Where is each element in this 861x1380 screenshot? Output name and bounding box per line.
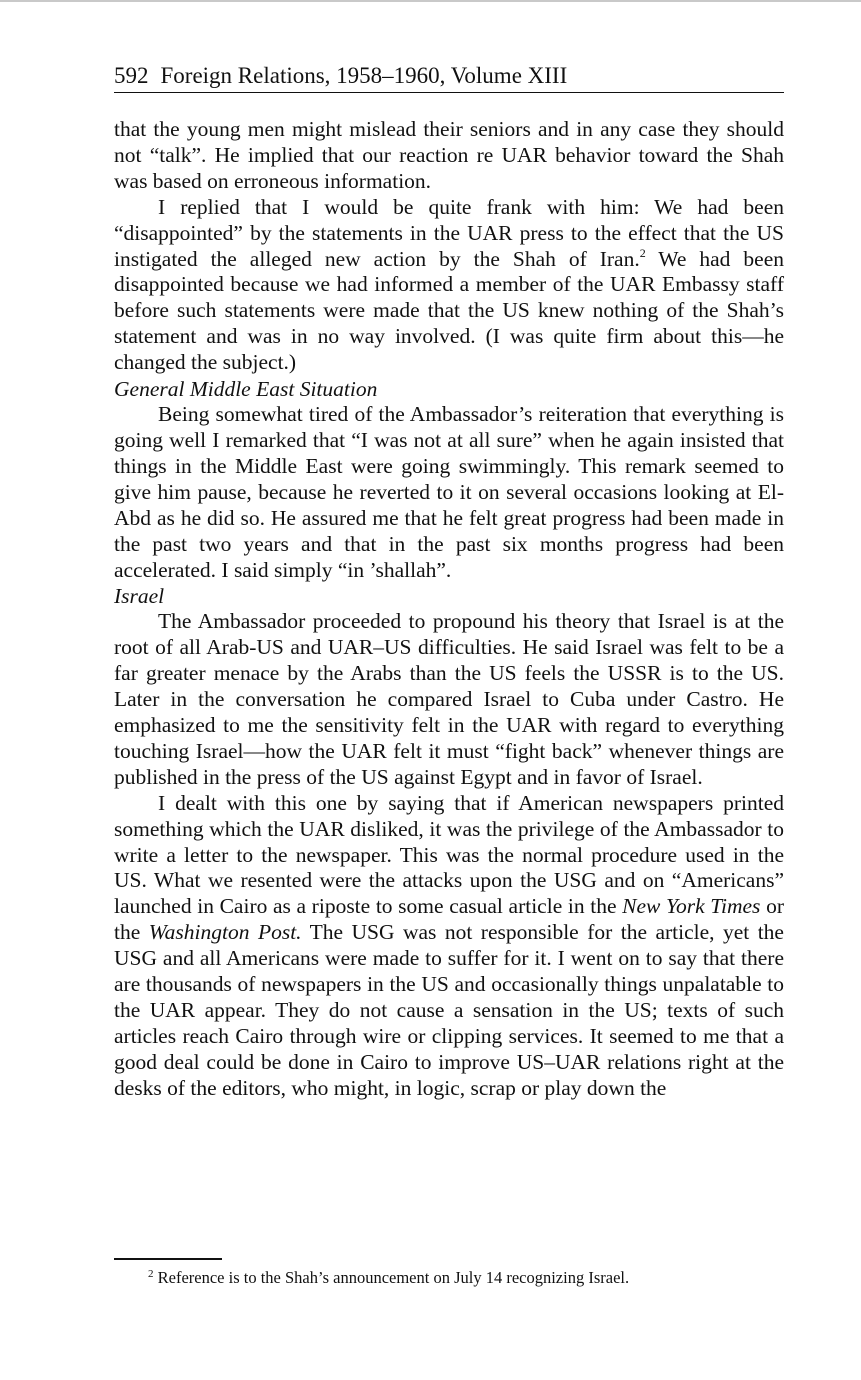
scan-edge bbox=[0, 0, 861, 2]
newspaper-title: New York Times bbox=[622, 894, 761, 919]
paragraph-israel-theory: The Ambassador proceeded to propound his theory that Israel is at the root of all Arab-US and UAR–US difficulties. He said Israel was felt to be a far greater menace by the Arabs than the US feels the USSR is to the US. Later in the conversation he compared Israel to Cuba under Castro. He emphasized to me the sensitivity felt in the UAR with regard to everything touching Israel—how the UAR felt it must “fight back” whenever things are published in the press of the US against Egypt and in favor of Israel. bbox=[114, 609, 784, 789]
paragraph-replied bbox=[114, 195, 784, 376]
paragraph-text: I replied that I would be quite frank with him: We had been “disappointed” by the statements in the UAR press to the effect that the US instigated the alleged new action by the Shah of Iran. bbox=[114, 194, 784, 271]
paragraph-text: or the bbox=[114, 894, 784, 945]
body-text bbox=[114, 117, 784, 1102]
footnote-marker: 2 bbox=[148, 1268, 154, 1280]
paragraph-text: We had been disappointed because we had informed a member of the UAR Embassy staff before such statements were made that the US knew nothing of the Shah’s statement and was in no way involved. (I was quite firm about this—he changed the subject.) bbox=[114, 246, 784, 375]
paragraph-general-situation: Being somewhat tired of the Ambassador’s reiteration that everything is going well I remarked that “I was not at all sure” when he again insisted that things in the Middle East were going swimmingly. This remark seemed to give him pause, because he reverted to it on several occasions looking at El-Abd as he did so. He assured me that he felt great progress had been made in the past two years and that in the past six months progress had been accelerated. I said simply “in ’shallah”. bbox=[114, 402, 784, 582]
section-heading-israel: Israel bbox=[114, 584, 165, 609]
footnote-rule bbox=[114, 1258, 222, 1260]
page-number: 592 bbox=[114, 63, 149, 88]
document-page bbox=[114, 62, 784, 1102]
running-head bbox=[114, 62, 784, 93]
paragraph-continuation: that the young men might mislead their seniors and in any case they should not “talk”. He implied that our reaction re UAR behavior toward the Shah was based on erroneous information. bbox=[114, 117, 784, 193]
footnote bbox=[148, 1268, 788, 1288]
running-title: Foreign Relations, 1958–1960, Volume XIII bbox=[160, 63, 568, 88]
newspaper-title: Washington Post. bbox=[148, 920, 302, 945]
section-heading-general-middle-east: General Middle East Situation bbox=[114, 377, 378, 402]
paragraph-text: The USG was not responsible for the article, yet the USG and all Americans were made to suffer for it. I went on to say that there are thousands of newspapers in the US and occasionally things unpalatable to the UAR appear. They do not cause a sensation in the US; texts of such articles reach Cairo through wire or clipping services. It seemed to me that a good deal could be done in Cairo to improve US–UAR relations right at the desks of the editors, who might, in logic, scrap or play down the bbox=[114, 920, 784, 1100]
paragraph-text: I dealt with this one by saying that if American newspapers printed something which the UAR disliked, it was the privilege of the Ambassador to write a letter to the newspaper. This was the normal procedure used in the US. What we resented were the attacks upon the USG and on “Americans” launched in Cairo as a riposte to some casual article in the bbox=[114, 790, 784, 919]
footnote-reference: 2 bbox=[639, 245, 646, 260]
paragraph-newspapers bbox=[114, 791, 784, 1102]
footnote-text: Reference is to the Shah’s announcement on July 14 recognizing Israel. bbox=[153, 1268, 630, 1287]
